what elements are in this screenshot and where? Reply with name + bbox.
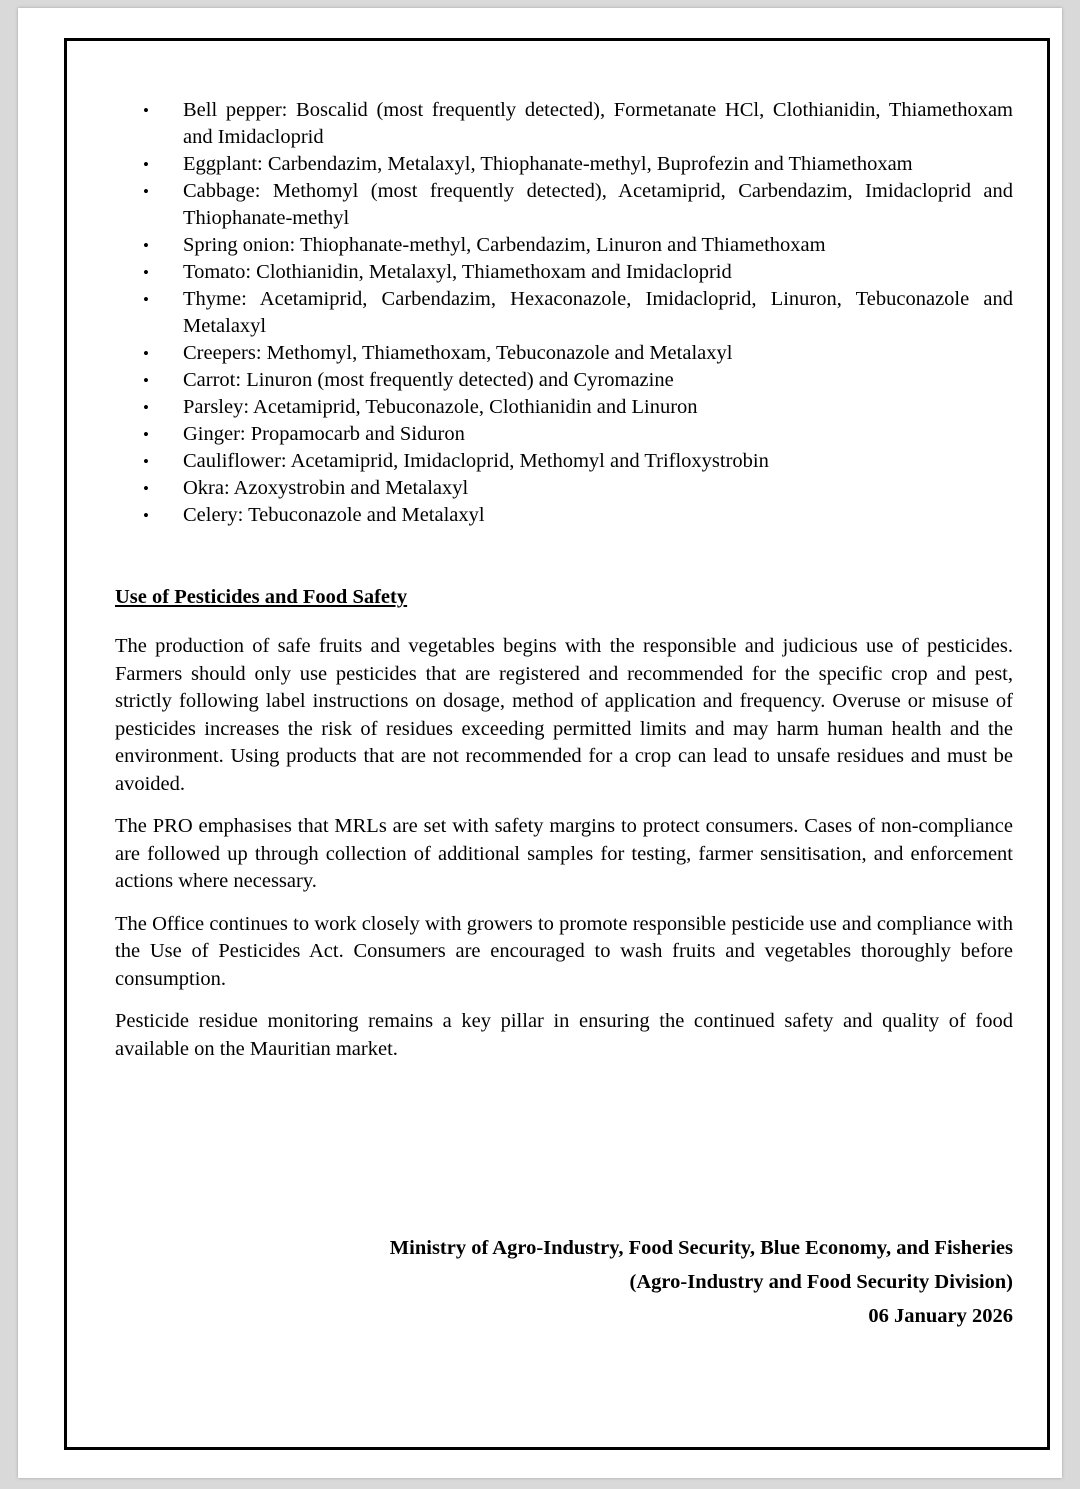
list-item: • Cauliflower: Acetamiprid, Imidacloprid, Methomyl and Trifloxystrobin [115,448,1013,475]
paragraph: The Office continues to work closely with growers to promote responsible pesticide use and compliance with the Use of Pesticides Act. Consumers are encouraged to wash fruits and vegetables thoroughly before consumption. [115,912,1013,990]
list-item: • Okra: Azoxystrobin and Metalaxyl [115,475,1013,502]
list-item: • Bell pepper: Boscalid (most frequently detected), Formetanate HCl, Clothianidin, Thiamethoxam and Imidacloprid [115,97,1013,151]
list-item: • Parsley: Acetamiprid, Tebuconazole, Clothianidin and Linuron [115,394,1013,421]
ministry-name: Ministry of Agro-Industry, Food Security, Blue Economy, and Fisheries [389,1237,1013,1259]
signature-block [115,1231,1013,1333]
list-item: • Creepers: Methomyl, Thiamethoxam, Tebuconazole and Metalaxyl [115,340,1013,367]
list-item: • Spring onion: Thiophanate-methyl, Carbendazim, Linuron and Thiamethoxam [115,232,1013,259]
list-item: • Cabbage: Methomyl (most frequently detected), Acetamiprid, Carbendazim, Imidacloprid and Thiophanate-methyl [115,178,1013,232]
list-item: • Eggplant: Carbendazim, Metalaxyl, Thiophanate-methyl, Buprofezin and Thiamethoxam [115,151,1013,178]
document-date: 06 January 2026 [868,1305,1013,1327]
list-item: • Carrot: Linuron (most frequently detected) and Cyromazine [115,367,1013,394]
list-item: • Tomato: Clothianidin, Metalaxyl, Thiamethoxam and Imidacloprid [115,259,1013,286]
page-border-frame [64,38,1050,1450]
list-item: • Celery: Tebuconazole and Metalaxyl [115,502,1013,529]
section-heading: Use of Pesticides and Food Safety [115,586,408,608]
paragraph: The production of safe fruits and vegetables begins with the responsible and judicious use of pesticides. Farmers should only use pesticides that are registered and recommended for the specific crop and pest, strictly following label instructions on dosage, method of application and frequency. Overuse or misuse of pesticides increases the risk of residues exceeding permitted limits and may harm human health and the environment. Using products that are not recommended for a crop can lead to unsafe residues and must be avoided. [115,635,1013,795]
crop-pesticide-list [115,97,1013,529]
paragraph: The PRO emphasises that MRLs are set with safety margins to protect consumers. Cases of non-compliance are followed up through collection of additional samples for testing, farmer sensitisation, and enforcement actions where necessary. [115,815,1013,892]
paragraph: Pesticide residue monitoring remains a key pillar in ensuring the continued safety and quality of food available on the Mauritian market. [115,1010,1013,1060]
list-item: • Thyme: Acetamiprid, Carbendazim, Hexaconazole, Imidacloprid, Linuron, Tebuconazole and Metalaxyl [115,286,1013,340]
division-name: (Agro-Industry and Food Security Division) [629,1271,1013,1293]
document-content [91,97,1037,1333]
list-item: • Ginger: Propamocarb and Siduron [115,421,1013,448]
document-sheet [18,8,1062,1478]
